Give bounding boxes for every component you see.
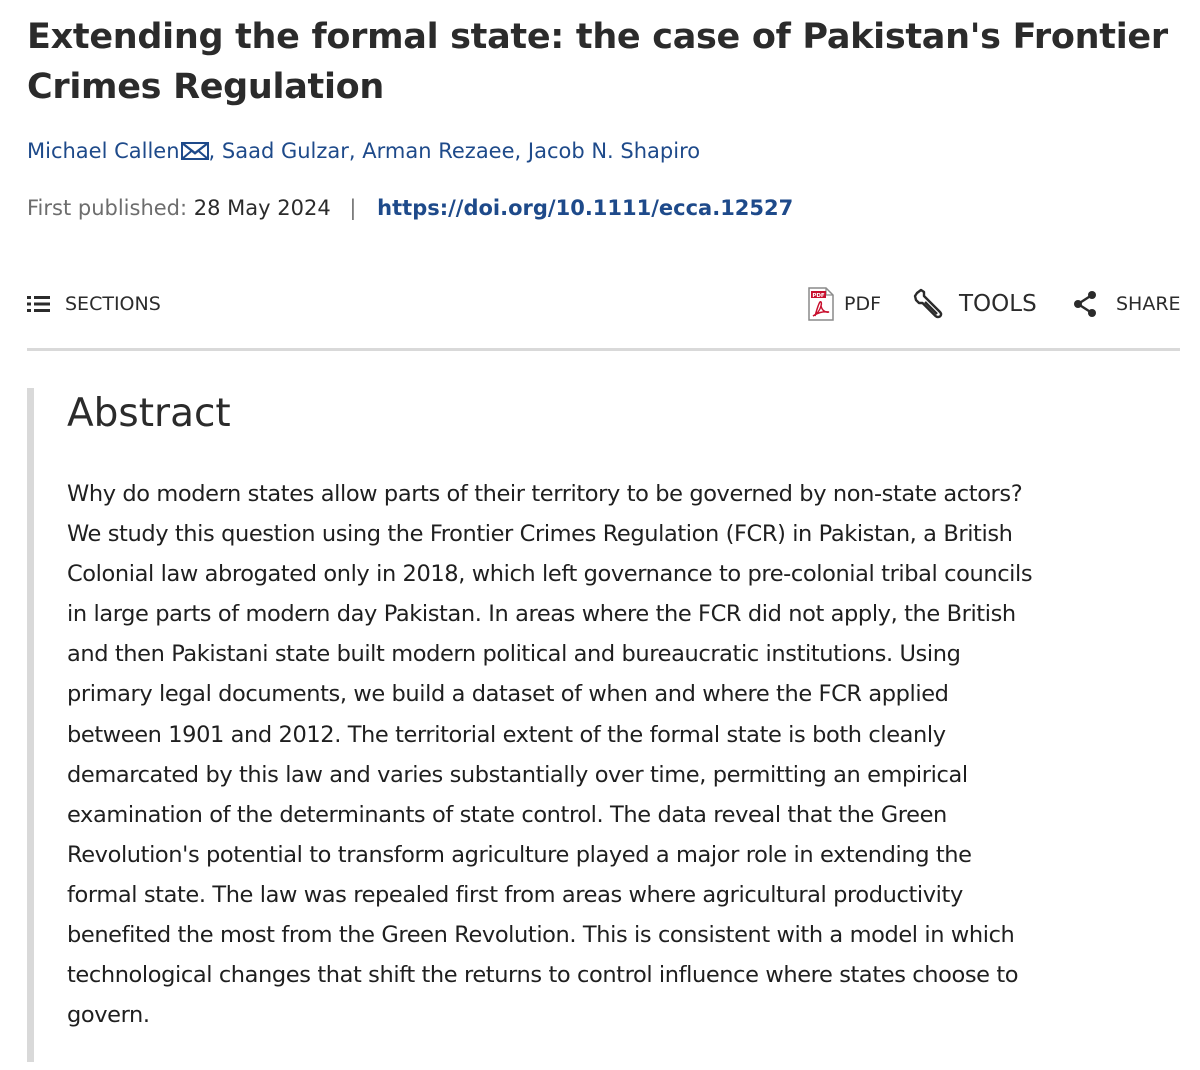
abstract-line: Revolution's potential to transform agriculture played a major role in extending the: [67, 841, 972, 868]
published-label: First published:: [27, 196, 188, 220]
abstract-line: formal state. The law was repealed first from areas where agricultural productivity: [67, 881, 963, 908]
abstract-line: Colonial law abrogated only in 2018, which left governance to pre-colonial tribal councils: [67, 561, 1033, 588]
pdf-icon-text: PDF: [812, 293, 825, 299]
pdf-file-icon: [808, 287, 834, 321]
published-date: 28 May 2024: [193, 196, 331, 220]
abstract-heading: Abstract: [67, 391, 231, 436]
share-button[interactable]: [1072, 283, 1181, 325]
share-icon: [1072, 290, 1098, 318]
tools-button[interactable]: [913, 283, 1037, 325]
toolbar-divider: [27, 348, 1180, 351]
author-separator: ,: [348, 139, 363, 163]
abstract-line: Why do modern states allow parts of their territory to be governed by non-state actors?: [67, 481, 1023, 507]
abstract-line: between 1901 and 2012. The territorial extent of the formal state is both cleanly: [67, 721, 946, 748]
author-link-michael-callen[interactable]: Michael Callen: [27, 139, 180, 163]
abstract-line: technological changes that shift the returns to control influence where states choose to: [67, 962, 1019, 989]
abstract-line: We study this question using the Frontier Crimes Regulation (FCR) in Pakistan, a British: [67, 521, 1013, 548]
wrench-icon: [913, 288, 945, 320]
author-link-saad-gulzar[interactable]: Saad Gulzar: [221, 139, 349, 163]
article-title: Extending the formal state: the case of Pakistan's Frontier Crimes Regulation: [27, 17, 1168, 107]
author-separator: ,: [514, 139, 528, 163]
article-toolbar: [27, 283, 1180, 325]
pdf-label: PDF: [844, 293, 882, 315]
list-icon: [27, 295, 51, 313]
abstract-line: examination of the determinants of state control. The data reveal that the Green: [67, 801, 947, 828]
abstract-line: and then Pakistani state built modern political and bureaucratic institutions. Using: [67, 641, 961, 668]
info-separator: |: [349, 196, 357, 220]
share-label: SHARE: [1116, 293, 1181, 315]
abstract-line: primary legal documents, we build a dataset of when and where the FCR applied: [67, 681, 949, 708]
abstract-line: govern.: [67, 1002, 150, 1029]
author-list: [27, 136, 700, 166]
author-link-jacob-shapiro[interactable]: Jacob N. Shapiro: [527, 139, 701, 163]
sections-button[interactable]: [27, 283, 161, 325]
abstract-side-bar: [27, 388, 34, 1062]
tools-label: TOOLS: [959, 291, 1037, 317]
abstract-line: demarcated by this law and varies substantially over time, permitting an empirical: [67, 761, 968, 788]
abstract-line: benefited the most from the Green Revolution. This is consistent with a model in which: [67, 922, 1015, 949]
author-link-arman-rezaee[interactable]: Arman Rezaee: [362, 139, 515, 163]
sections-label: SECTIONS: [65, 293, 161, 315]
abstract-line: in large parts of modern day Pakistan. In areas where the FCR did not apply, the British: [67, 601, 1016, 628]
doi-link[interactable]: https://doi.org/10.1111/ecca.12527: [377, 196, 794, 220]
pdf-button[interactable]: [808, 283, 881, 325]
abstract-text: [67, 474, 1167, 1035]
mail-icon[interactable]: [181, 142, 209, 160]
author-separator: ,: [208, 139, 222, 163]
publication-info: [27, 193, 793, 223]
